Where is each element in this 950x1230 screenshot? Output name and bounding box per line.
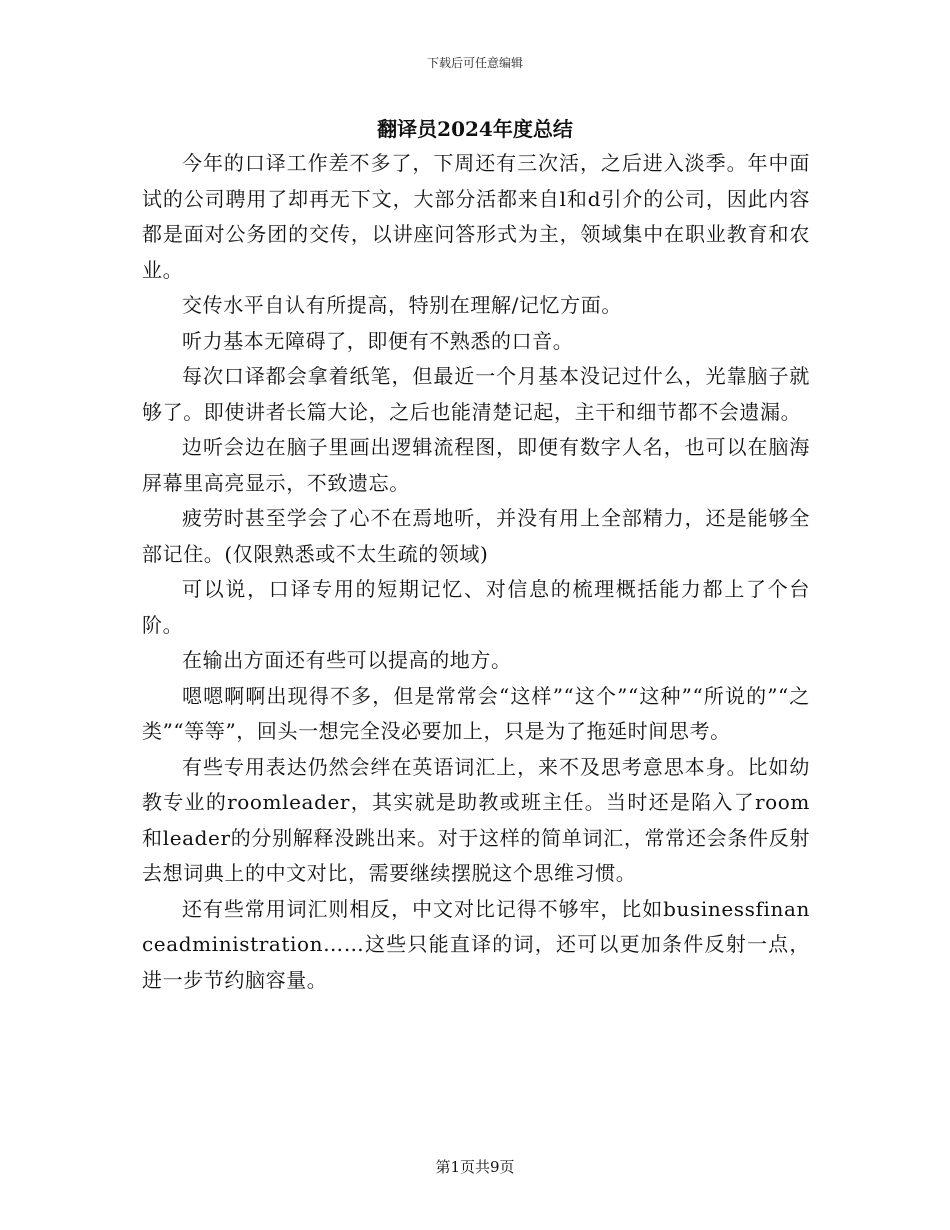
paragraph: 今年的口译工作差不多了，下周还有三次活，之后进入淡季。年中面试的公司聘用了却再无下文，大部分活都来自l和d引介的公司，因此内容都是面对公务团的交传，以讲座问答形式为主，领域集中在职业教育和农业。 xyxy=(142,151,810,282)
paragraph: 听力基本无障碍了，即便有不熟悉的口音。 xyxy=(182,328,574,353)
paragraph: 交传水平自认有所提高，特别在理解/记忆方面。 xyxy=(182,293,622,317)
paragraph: 还有些常用词汇则相反，中文对比记得不够牢，比如businessfinanceadministration……这些只能直译的词，还可以更加条件反射一点，进一步节约脑容量。 xyxy=(142,896,810,992)
paragraph: 可以说，口译专用的短期记忆、对信息的梳理概括能力都上了个台阶。 xyxy=(142,577,810,637)
page-number: 第1页共9页 xyxy=(435,1158,515,1176)
paragraph: 疲劳时甚至学会了心不在焉地听，并没有用上全部精力，还是能够全部记住。(仅限熟悉或不太生疏的领域) xyxy=(142,506,810,566)
paragraph: 有些专用表达仍然会绊在英语词汇上，来不及思考意思本身。比如幼教专业的roomleader，其实就是助教或班主任。当时还是陷入了room和leader的分别解释没跳出来。对于这样的简单词汇，常常还会条件反射去想词典上的中文对比，需要继续摆脱这个思维习惯。 xyxy=(142,754,810,885)
paragraph: 每次口译都会拿着纸笔，但最近一个月基本没记过什么，光靠脑子就够了。即使讲者长篇大论，之后也能清楚记起，主干和细节都不会遗漏。 xyxy=(142,364,810,424)
paragraph: 边听会边在脑子里画出逻辑流程图，即便有数字人名，也可以在脑海屏幕里高亮显示，不致遗忘。 xyxy=(142,435,810,495)
document-body xyxy=(142,146,810,998)
paragraph: 在输出方面还有些可以提高的地方。 xyxy=(182,648,512,672)
document-title: 翻译员2024年度总结 xyxy=(377,117,573,141)
page-header-note: 下载后可任意编辑 xyxy=(426,56,523,70)
paragraph: 嗯嗯啊啊出现得不多，但是常常会“这样”“这个”“这种”“所说的”“之类”“等等”，回头一想完全没必要加上，只是为了拖延时间思考。 xyxy=(142,683,810,743)
